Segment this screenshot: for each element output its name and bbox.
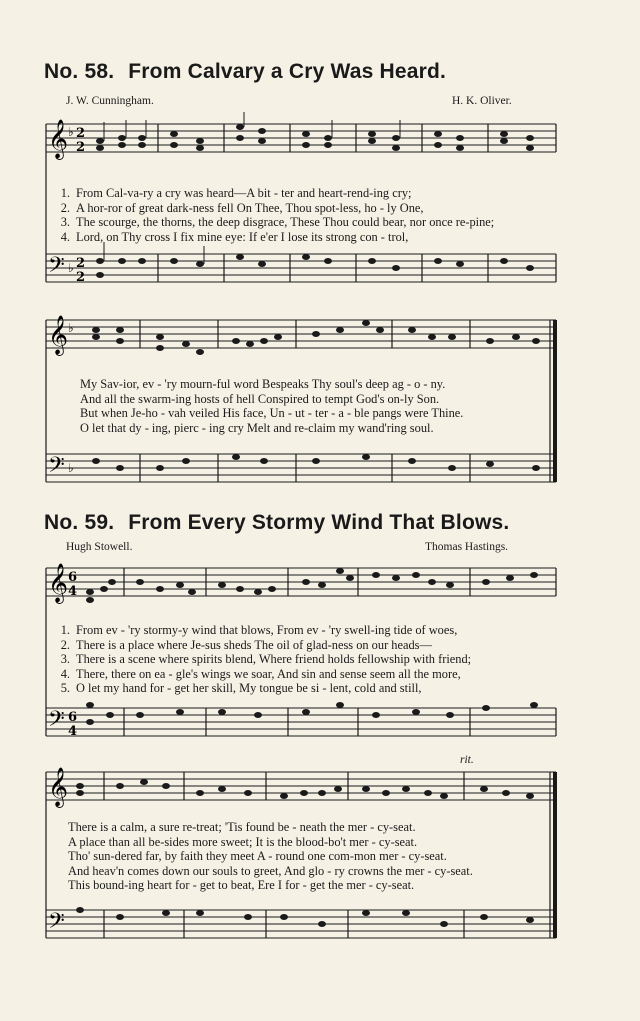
- flat-key-signature: ♭: [68, 125, 74, 139]
- svg-text:♭: ♭: [68, 321, 74, 335]
- verse-line: And heav'n comes down our souls to greet, And glo - ry crowns the mer - cy-seat.: [68, 863, 473, 878]
- treble-clef-icon: 𝄞: [48, 767, 69, 807]
- verse-line: A place than all be-sides more sweet; It is the blood-bo't mer - cy-seat.: [68, 834, 418, 849]
- svg-text:2: 2: [76, 256, 86, 271]
- hymn-59-system-1-lyrics: [52, 623, 471, 696]
- verse-line: 1. From Cal-va-ry a cry was heard—A bit - ter and heart-rend-ing cry;: [60, 186, 412, 200]
- flat-key-signature-bass: ♭: [68, 261, 74, 275]
- bass-clef-icon: 𝄢: [48, 253, 65, 283]
- hymn-59-author: Hugh Stowell.: [66, 541, 133, 553]
- svg-text:4: 4: [68, 724, 78, 739]
- verse-line: 2. A hor-ror of great dark-ness fell On Thee, Thou spot-less, ho - ly One,: [60, 200, 424, 215]
- svg-text:4: 4: [68, 584, 78, 599]
- hymn-59-composer: Thomas Hastings.: [425, 541, 509, 553]
- svg-text:♭: ♭: [68, 461, 74, 475]
- hymn-59-title-text: From Every Stormy Wind That Blows.: [128, 511, 510, 534]
- verse-line: But when Je-ho - vah veiled His face, Un - ut - ter - a - ble pangs were Thine.: [80, 406, 464, 421]
- hymn-59-system-2-lyrics: [68, 820, 473, 893]
- verse-line: 3. There is a scene where spirits blend, Where friend holds fellowship with friend;: [60, 652, 472, 667]
- bass-clef-icon: 𝄢: [48, 453, 65, 483]
- hymn-59-number: No. 59.: [44, 511, 115, 534]
- svg-text:2: 2: [76, 270, 86, 285]
- hymn-59-title: [44, 511, 509, 535]
- final-barline: [553, 320, 557, 482]
- treble-clef-icon: 𝄞: [48, 563, 69, 603]
- verse-line: There is a calm, a sure re-treat; 'Tis found be - neath the mer - cy-seat.: [68, 820, 416, 834]
- treble-clef-icon: 𝄞: [48, 315, 69, 355]
- verse-line: 4. Lord, on Thy cross I fix mine eye: If e'er I lose its strong con - trol,: [60, 229, 409, 244]
- verse-line: Tho' sun-dered far, by faith they meet A - round one com-mon mer - cy-seat.: [68, 849, 447, 864]
- verse-line: My Sav-ior, ev - 'ry mourn-ful word Bespeaks Thy soul's deep ag - o - ny.: [80, 377, 446, 391]
- hymn-58-system-1-lyrics: [52, 186, 494, 244]
- final-barline: [553, 772, 557, 938]
- verse-line: And all the swarm-ing hosts of hell Conspired to tempt God's on-ly Son.: [80, 391, 440, 406]
- verse-line: 5. O let my hand for - get her skill, My tongue be si - lent, cold and still,: [60, 681, 422, 696]
- hymn-58-composer: H. K. Oliver.: [452, 95, 512, 107]
- verse-line: O let that dy - ing, pierc - ing cry Melt and re-claim my wand'ring soul.: [80, 420, 434, 435]
- bass-clef-icon: 𝄢: [48, 707, 65, 737]
- verse-line: 2. There is a place where Je-sus sheds The oil of glad-ness on our heads—: [60, 637, 432, 652]
- svg-text:6: 6: [68, 710, 78, 725]
- hymn-58-title: [44, 60, 446, 84]
- ritardando-mark: rit.: [460, 754, 474, 766]
- hymn-58-title-text: From Calvary a Cry Was Heard.: [128, 60, 447, 83]
- verse-line: 4. There, there on ea - gle's wings we soar, And sin and sense seem all the more,: [60, 666, 461, 681]
- hymn-58-system-2-lyrics: [80, 377, 463, 435]
- verse-line: 3. The scourge, the thorns, the deep disgrace, These Thou could bear, nor once re-pine;: [60, 215, 495, 230]
- verse-line: 1. From ev - 'ry stormy-y wind that blows, From ev - 'ry swell-ing tide of woes,: [60, 623, 458, 637]
- hymn-58-author: J. W. Cunningham.: [66, 95, 154, 107]
- svg-text:2: 2: [76, 126, 86, 141]
- svg-text:6: 6: [68, 570, 78, 585]
- treble-clef-icon: 𝄞: [48, 119, 69, 159]
- svg-text:2: 2: [76, 140, 86, 155]
- verse-line: This bound-ing heart for - get to beat, Ere I for - get the mer - cy-seat.: [68, 878, 415, 893]
- bass-clef-icon: 𝄢: [48, 909, 65, 939]
- hymn-58-number: No. 58.: [44, 60, 115, 83]
